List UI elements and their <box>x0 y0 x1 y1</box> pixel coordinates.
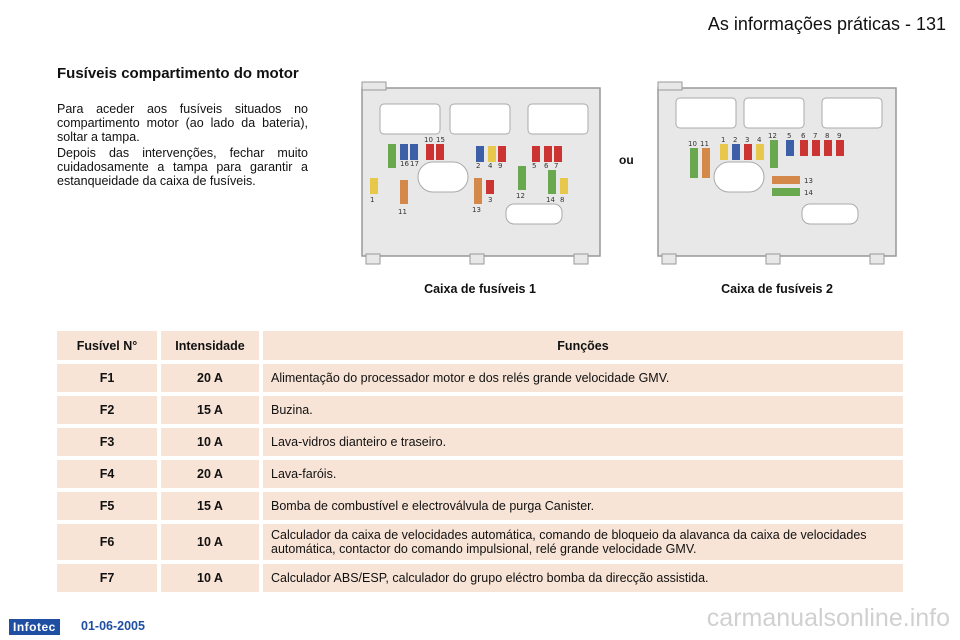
box1-label-6: 6 <box>544 162 549 170</box>
box2-label-14: 14 <box>804 189 813 197</box>
intro-paragraph: Para aceder aos fusíveis situados no compartimento motor (ao lado da bateria), soltar a tampa. <box>57 102 308 144</box>
box1-label-17: 17 <box>410 160 419 168</box>
fuse-function: Lava-vidros dianteiro e traseiro. <box>263 428 903 456</box>
box2-label-4: 4 <box>757 136 762 144</box>
table-row <box>57 460 903 488</box>
box2-label-7: 7 <box>813 132 818 140</box>
box2-label-8: 8 <box>825 132 830 140</box>
fuse-number: F7 <box>57 564 157 592</box>
header-functions: Funções <box>263 331 903 360</box>
box1-label-10-15: 10 <box>424 136 433 144</box>
box2-label-12: 12 <box>768 132 777 140</box>
fuse-box-1-caption: Caixa de fusíveis 1 <box>424 282 536 296</box>
box1-label-5: 5 <box>532 162 537 170</box>
box2-label-9: 9 <box>837 132 842 140</box>
box1-label-2: 2 <box>476 162 481 170</box>
fuse-amperage: 10 A <box>161 428 259 456</box>
table-row <box>57 396 903 424</box>
fuse-table <box>57 331 903 596</box>
box2-label-1: 1 <box>721 136 726 144</box>
fuse-amperage: 10 A <box>161 564 259 592</box>
box1-label-15: 15 <box>436 136 445 144</box>
fuse-number: F4 <box>57 460 157 488</box>
fuse-number: F6 <box>57 524 157 560</box>
box2-label-6: 6 <box>801 132 806 140</box>
box1-label-13: 13 <box>472 206 481 214</box>
box1-label-1: 1 <box>370 196 375 204</box>
box1-label-7: 7 <box>554 162 559 170</box>
fuse-number: F3 <box>57 428 157 456</box>
infotec-logo: Infotec <box>9 619 60 635</box>
fuse-amperage: 20 A <box>161 364 259 392</box>
box1-label-9: 9 <box>498 162 503 170</box>
header-fuse-number: Fusível N° <box>57 331 157 360</box>
fuse-function: Buzina. <box>263 396 903 424</box>
box2-label-10: 10 <box>688 140 697 148</box>
box1-label-16: 16 <box>400 160 409 168</box>
box1-label-14: 14 <box>546 196 555 204</box>
fuse-number: F1 <box>57 364 157 392</box>
fuse-amperage: 15 A <box>161 492 259 520</box>
box1-label-12: 12 <box>516 192 525 200</box>
fuse-number: F5 <box>57 492 157 520</box>
box2-label-11: 11 <box>700 140 709 148</box>
table-header-row <box>57 331 903 360</box>
watermark: carmanualsonline.info <box>706 604 950 632</box>
box2-label-13: 13 <box>804 177 813 185</box>
fuse-function: Calculador ABS/ESP, calculador do grupo eléctro bomba da direcção assistida. <box>263 564 903 592</box>
fuse-amperage: 15 A <box>161 396 259 424</box>
table-row <box>57 492 903 520</box>
page-header: As informações práticas - 131 <box>707 14 946 34</box>
fuse-box-2-caption: Caixa de fusíveis 2 <box>721 282 833 296</box>
box2-label-3: 3 <box>745 136 750 144</box>
box1-label-11: 11 <box>398 208 407 216</box>
fuse-function: Calculador da caixa de velocidades automática, comando de bloqueio da alavanca da caixa de velocidades automática, contactor do comando impulsional, relé grande velocidade GMV. <box>263 524 903 560</box>
header-intensity: Intensidade <box>161 331 259 360</box>
fuse-amperage: 20 A <box>161 460 259 488</box>
fuse-box-1-diagram <box>358 80 604 266</box>
warning-paragraph: Depois das intervenções, fechar muito cuidadosamente a tampa para garantir a estanqueidade da caixa de fusíveis. <box>57 146 308 188</box>
box2-label-2: 2 <box>733 136 738 144</box>
section-title: Fusíveis compartimento do motor <box>57 65 299 82</box>
table-row <box>57 428 903 456</box>
box1-label-3: 3 <box>488 196 493 204</box>
box2-label-5: 5 <box>787 132 792 140</box>
fuse-function: Bomba de combustível e electroválvula de purga Canister. <box>263 492 903 520</box>
box1-label-8: 8 <box>560 196 565 204</box>
fuse-box-2-diagram <box>654 80 900 266</box>
table-row <box>57 524 903 560</box>
fuse-number: F2 <box>57 396 157 424</box>
box1-label-4: 4 <box>488 162 493 170</box>
or-label: ou <box>619 153 634 167</box>
fuse-function: Alimentação do processador motor e dos relés grande velocidade GMV. <box>263 364 903 392</box>
footer-date: 01-06-2005 <box>81 619 145 633</box>
fuse-function: Lava-faróis. <box>263 460 903 488</box>
fuse-amperage: 10 A <box>161 524 259 560</box>
table-row <box>57 564 903 592</box>
table-row <box>57 364 903 392</box>
